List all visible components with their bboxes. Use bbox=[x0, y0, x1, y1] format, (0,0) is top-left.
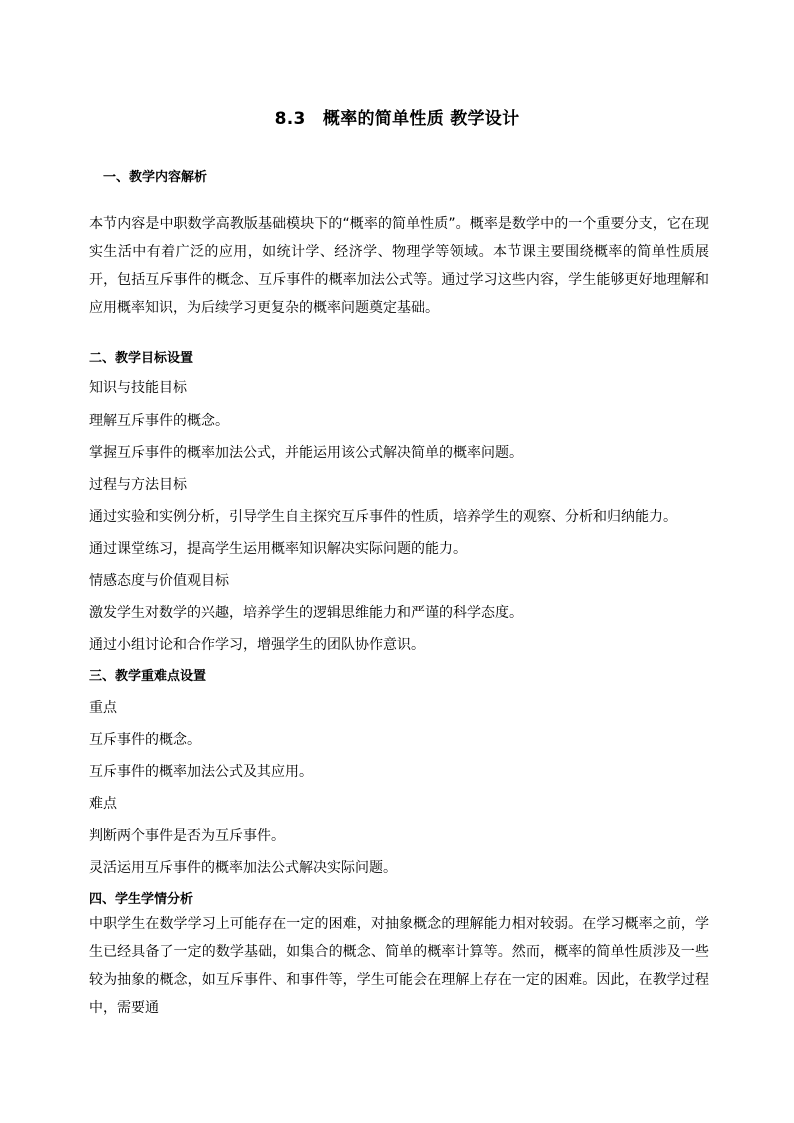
objective-line: 掌握互斥事件的概率加法公式，并能运用该公式解决简单的概率问题。 bbox=[89, 445, 523, 461]
paragraph-content-analysis bbox=[89, 210, 709, 322]
section-heading-content-analysis: 一、教学内容解析 bbox=[103, 170, 208, 185]
section-heading-objectives: 二、教学目标设置 bbox=[89, 351, 194, 366]
objective-line: 过程与方法目标 bbox=[89, 477, 187, 493]
key-point-line: 判断两个事件是否为互斥事件。 bbox=[89, 828, 285, 844]
objective-line: 通过课堂练习，提高学生运用概率知识解决实际问题的能力。 bbox=[89, 541, 467, 557]
key-point-line: 难点 bbox=[89, 796, 117, 812]
document-title: 8.3 概率的简单性质 教学设计 bbox=[274, 109, 520, 129]
objective-line: 通过小组讨论和合作学习，增强学生的团队协作意识。 bbox=[89, 637, 425, 653]
objective-line: 情感态度与价值观目标 bbox=[89, 573, 229, 589]
objective-line: 理解互斥事件的概念。 bbox=[89, 413, 229, 429]
section-heading-key-points: 三、教学重难点设置 bbox=[89, 669, 207, 684]
key-point-line: 重点 bbox=[89, 700, 117, 716]
key-point-line: 互斥事件的概率加法公式及其应用。 bbox=[89, 764, 313, 780]
key-point-line: 灵活运用互斥事件的概率加法公式解决实际问题。 bbox=[89, 860, 397, 876]
objective-line: 激发学生对数学的兴趣，培养学生的逻辑思维能力和严谨的科学态度。 bbox=[89, 605, 523, 621]
paragraph-student-analysis bbox=[89, 910, 709, 1022]
paragraph-student-analysis-text: 中职学生在数学学习上可能存在一定的困难，对抽象概念的理解能力相对较弱。在学习概率之前，学生已经具备了一定的数学基础，如集合的概念、简单的概率计算等。然而，概率的简单性质涉及一些较为抽象的概念，如互斥事件、和事件等，学生可能会在理解上存在一定的困难。因此，在教学过程中，需要通 bbox=[89, 916, 709, 1016]
objective-line: 通过实验和实例分析，引导学生自主探究互斥事件的性质，培养学生的观察、分析和归纳能力。 bbox=[89, 509, 677, 525]
objective-line: 知识与技能目标 bbox=[89, 380, 187, 396]
key-point-line: 互斥事件的概念。 bbox=[89, 732, 201, 748]
paragraph-content-analysis-text: 本节内容是中职数学高教版基础模块下的“概率的简单性质”。概率是数学中的一个重要分支，它在现实生活中有着广泛的应用，如统计学、经济学、物理学等领域。本节课主要围绕概率的简单性质展开，包括互斥事件的概念、互斥事件的概率加法公式等。通过学习这些内容，学生能够更好地理解和应用概率知识，为后续学习更复杂的概率问题奠定基础。 bbox=[89, 216, 709, 316]
section-heading-student-analysis: 四、学生学情分析 bbox=[89, 892, 194, 907]
